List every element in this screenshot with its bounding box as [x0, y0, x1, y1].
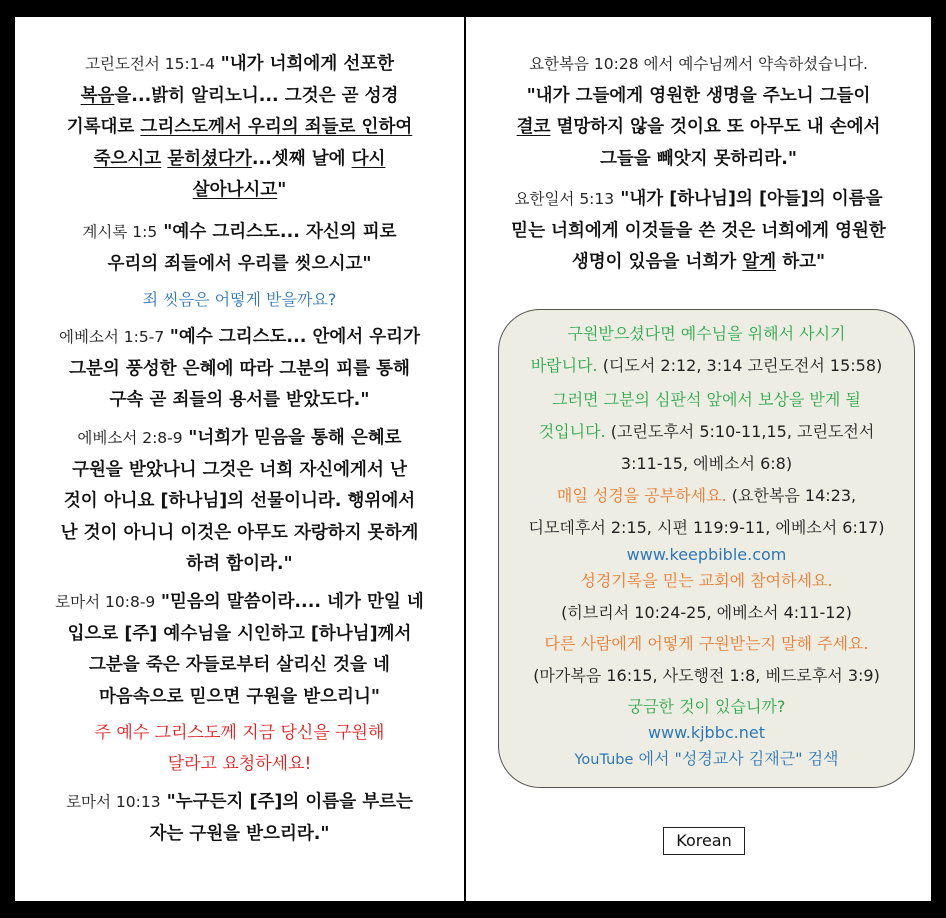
prayer-call: 주 예수 그리스도께 지금 당신을 구원해 달라고 요청하세요!: [94, 723, 385, 774]
youtube-link[interactable]: YouTube: [574, 752, 634, 768]
romans-10-9-passage: 로마서 10:8-9 "믿음의 말씀이라.... 네가 만일 네 입으로 [주] 예수님을 시인하고 [하나님]께서 그분을 죽은 자들로부터 살리신 것을 네 마음속으로 믿으면 구원을 받으리니": [55, 592, 424, 707]
youtube-search-line: YouTube 에서 "성경교사 김재근" 검색: [574, 749, 839, 768]
ephesians-1-passage: 에베소서 1:5-7 "예수 그리스도... 안에서 우리가 그분의 풍성한 은혜에 따라 그분의 피를 통해 구속 곧 죄들의 용서를 받았도다.": [58, 327, 420, 410]
john-10-28-passage: 요한복음 10:28 에서 예수님께서 약속하셨습니다. "내가 그들에게 영원한 생명을 주노니 그들이 결코 멸망하지 않을 것이요 또 아무도 내 손에서 그들을 빼앗지 못하리라.": [516, 55, 881, 169]
question-heading: 죄 씻음은 어떻게 받을까요?: [142, 290, 337, 309]
live-for-jesus-item: 구원받으셨다면 예수님을 위해서 사시기 바랍니다. (디도서 2:12, 3:14 고린도전서 15:58): [530, 324, 883, 375]
reward-item: 그러면 그분의 심판석 앞에서 보상을 받게 될 것입니다. (고린도후서 5:10-11,15, 고린도전서 3:11-15, 에베소서 6:8): [538, 390, 875, 473]
kjbbc-link[interactable]: www.kjbbc.net: [647, 723, 766, 742]
next-steps-box: [498, 309, 915, 788]
tell-others-item: 다른 사람에게 어떻게 구원받는지 말해 주세요. (마가복음 16:15, 사도행전 1:8, 베드로후서 3:9): [533, 634, 880, 685]
revelation-passage: 계시록 1:5 "예수 그리스도... 자신의 피로 우리의 죄들에서 우리를 씻으시고": [82, 222, 397, 274]
romans-10-13-passage: 로마서 10:13 "누구든지 [주]의 이름을 부르는 자는 구원을 받으리라.": [66, 792, 413, 844]
right-page: [466, 17, 931, 901]
first-john-passage: 요한일서 5:13 "내가 [하나님]의 [아들]의 이름을 믿는 너희에게 이것들을 쓴 것은 너희에게 영원한 생명이 있음을 너희가 알게 하고": [511, 189, 886, 272]
study-bible-item: 매일 성경을 공부하세요. (요한복음 14:23, 디모데후서 2:15, 시편 119:9-11, 에베소서 6:17): [528, 486, 885, 537]
left-page: [15, 17, 464, 901]
ephesians-2-passage: 에베소서 2:8-9 "너희가 믿음을 통해 은혜로 구원을 받았나니 그것은 너희 자신에게서 난 것이 아니요 [하나님]의 선물이니라. 행위에서 난 것이 아니니 이것은 아무도 자랑하지 못하게 하려 함이라.": [60, 428, 419, 574]
corinthians-passage: 고린도전서 15:1-4 "내가 너희에게 선포한 복음을...밝히 알리노니... 그것은 곧 성경 기록대로 그리스도께서 우리의 죄들로 인하여 죽으시고 묻히셨다가...셋째 날에 다시 살아나시고": [66, 54, 413, 200]
keepbible-link[interactable]: www.keepbible.com: [626, 545, 787, 564]
join-church-item: 성경기록을 믿는 교회에 참여하세요. (히브리서 10:24-25, 에베소서 4:11-12): [561, 571, 852, 622]
language-label: Korean: [663, 827, 745, 855]
questions-prompt: 궁금한 것이 있습니까?: [627, 697, 786, 716]
